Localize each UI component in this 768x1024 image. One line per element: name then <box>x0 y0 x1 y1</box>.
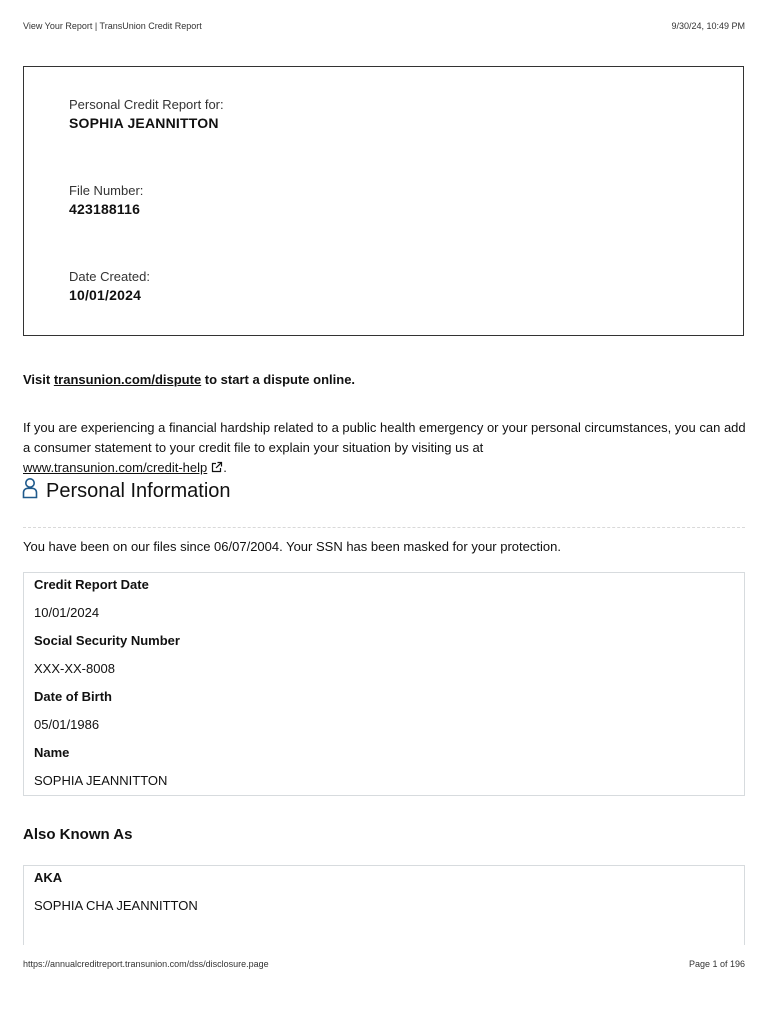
ssn-label: Social Security Number <box>34 633 180 648</box>
personal-info-table <box>23 572 745 796</box>
person-icon <box>22 477 38 504</box>
date-created-value: 10/01/2024 <box>69 287 142 303</box>
hardship-text: If you are experiencing a financial hardship related to a public health emergency or your personal circumstances, you can add a consumer statement to your credit file to explain your situation by visiting us at <box>23 420 746 455</box>
report-for-name: SOPHIA JEANNITTON <box>69 115 219 131</box>
files-since-note: You have been on our files since 06/07/2004. Your SSN has been masked for your protection. <box>23 539 561 554</box>
personal-info-heading <box>22 477 231 504</box>
aka-heading: Also Known As <box>23 826 133 843</box>
dob-value: 05/01/1986 <box>34 717 100 732</box>
aka-table <box>23 865 745 945</box>
name-value: SOPHIA JEANNITTON <box>34 773 168 788</box>
section-title: Personal Information <box>46 479 231 502</box>
dispute-notice <box>23 372 355 387</box>
dispute-prefix: Visit <box>23 372 54 387</box>
page-number: Page 1 of 196 <box>688 959 745 969</box>
date-created-label: Date Created: <box>69 269 150 284</box>
print-datetime: 9/30/24, 10:49 PM <box>671 21 745 31</box>
dispute-suffix: to start a dispute online. <box>201 372 356 387</box>
hardship-notice <box>23 418 747 480</box>
hardship-period: . <box>223 460 227 475</box>
file-number-value: 423188116 <box>69 201 141 217</box>
ssn-value: XXX-XX-8008 <box>34 661 115 676</box>
print-footer <box>23 959 745 969</box>
report-for-label: Personal Credit Report for: <box>69 97 224 112</box>
dispute-link[interactable]: transunion.com/dispute <box>53 372 202 387</box>
file-number-field <box>69 182 143 219</box>
section-divider <box>23 527 745 528</box>
report-summary-box <box>23 66 744 336</box>
date-created-field <box>69 268 150 305</box>
print-header <box>23 21 745 31</box>
dob-label: Date of Birth <box>34 689 112 704</box>
aka-value: SOPHIA CHA JEANNITTON <box>34 898 198 913</box>
file-number-label: File Number: <box>69 183 144 198</box>
credit-report-date-label: Credit Report Date <box>34 577 149 592</box>
name-label: Name <box>34 745 70 760</box>
credit-help-link[interactable]: www.transunion.com/credit-help <box>23 460 208 475</box>
print-page-title: View Your Report | TransUnion Credit Report <box>23 21 202 31</box>
report-for-field <box>69 96 224 133</box>
print-url: https://annualcreditreport.transunion.com/dss/disclosure.page <box>23 959 269 969</box>
credit-report-date-value: 10/01/2024 <box>34 605 100 620</box>
aka-label: AKA <box>34 870 63 885</box>
